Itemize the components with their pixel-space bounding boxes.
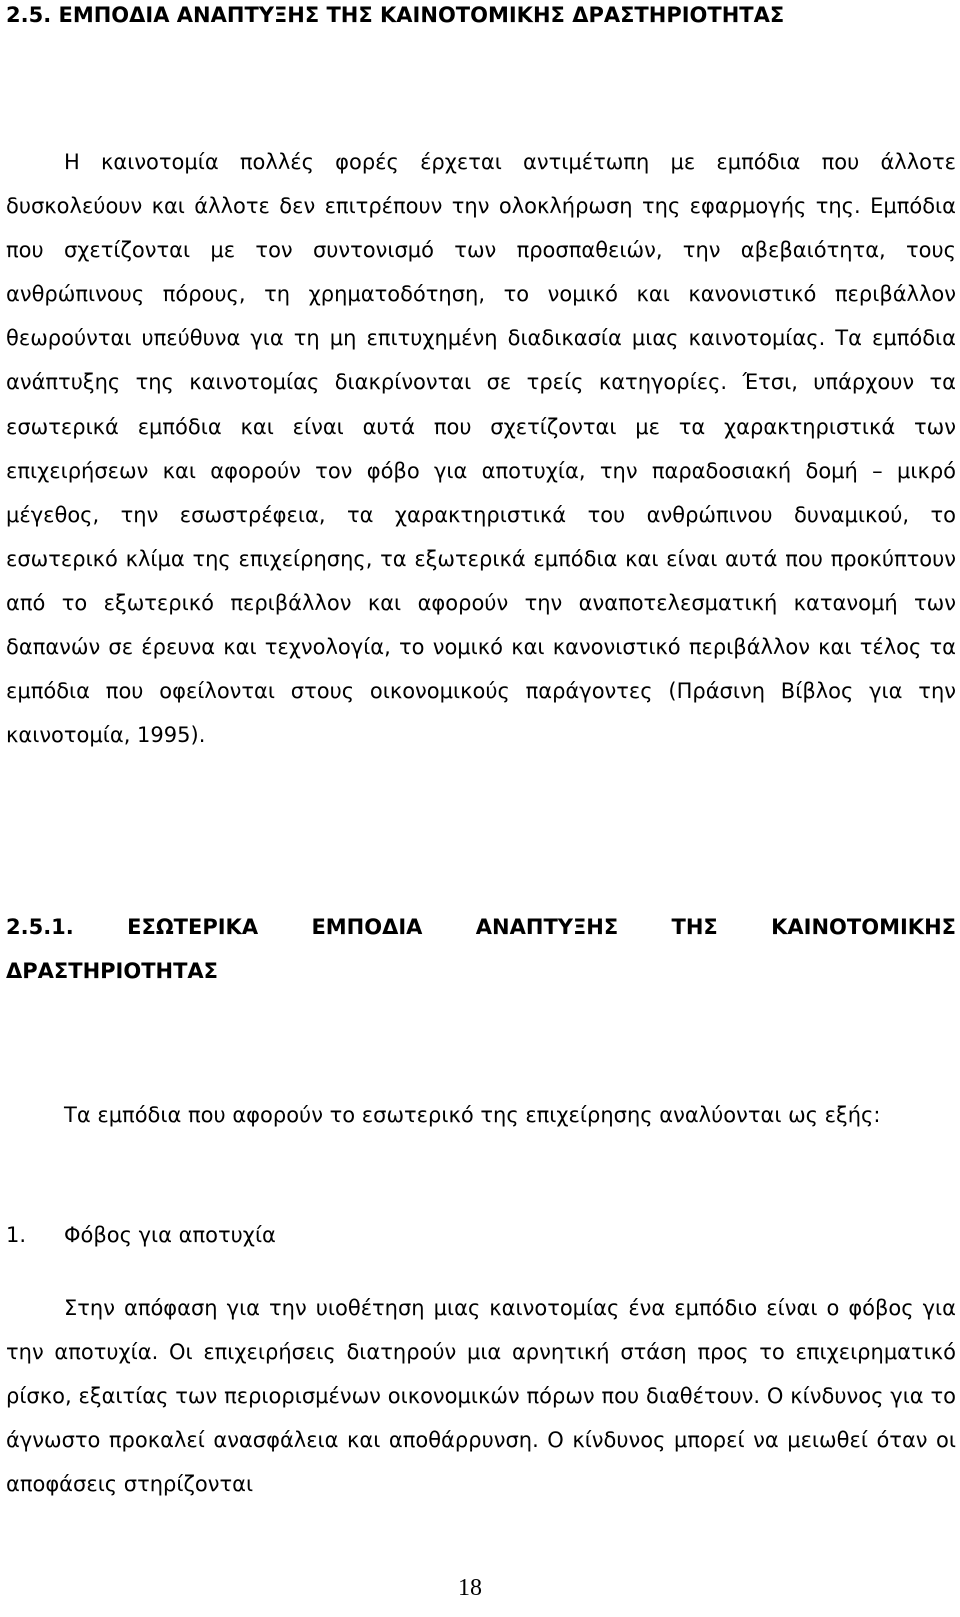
section-paragraph: Η καινοτομία πολλές φορές έρχεται αντιμέτωπη με εμπόδια που άλλοτε δυσκολεύουν και άλλοτε δεν επιτρέπουν την ολοκλήρωση της εφαρμογής της. Εμπόδια που σχετίζονται με τον συντονισμό των προσπαθειών, την αβεβαιότητα, τους ανθρώπινους πόρους, τη χρηματοδότηση, το νομικό και κανονιστικό περιβάλλον θεωρούνται υπεύθυνα για τη μη επιτυχημένη διαδικασία μιας καινοτομίας. Τα εμπόδια ανάπτυξης της καινοτομίας διακρίνονται σε τρείς κατηγορίες. Έτσι, υπάρχουν τα εσωτερικά εμπόδια και είναι αυτά που σχετίζονται με τα χαρακτηριστικά των επιχειρήσεων και αφορούν τον φόβο για αποτυχία, την παραδοσιακή δομή – μικρό μέγεθος, την εσωστρέφεια, τα χαρακτηριστικά του ανθρώπινου δυναμικού, το εσωτερικό κλίμα της επιχείρησης, τα εξωτερικά εμπόδια και είναι αυτά που προκύπτουν από το εξωτερικό περιβάλλον και αφορούν την αναποτελεσματική κατανομή των δαπανών σε έρευνα και τεχνολογία, το νομικό και κανονιστικό περιβάλλον και τέλος τα εμπόδια που οφείλονται στους οικονομικούς παράγοντες (Πράσινη Βίβλος για την καινοτομία, 1995).: [6, 150, 956, 748]
list-item: [6, 1213, 276, 1257]
subsection-heading: 2.5.1. ΕΣΩΤΕΡΙΚΑ ΕΜΠΟΔΙΑ ΑΝΑΠΤΥΞΗΣ ΤΗΣ ΚΑΙΝΟΤΟΜΙΚΗΣ ΔΡΑΣΤΗΡΙΟΤΗΤΑΣ: [6, 915, 956, 983]
list-item-number: 1.: [6, 1223, 27, 1247]
list-item-label: Φόβος για αποτυχία: [64, 1223, 276, 1247]
subsection-paragraph: Στην απόφαση για την υιοθέτηση μιας καινοτομίας ένα εμπόδιο είναι ο φόβος για την αποτυχία. Οι επιχειρήσεις διατηρούν μια αρνητική στάση προς το επιχειρηματικό ρίσκο, εξαιτίας των περιορισμένων οικονομικών πόρων που διαθέτουν. Ο κίνδυνος για το άγνωστο προκαλεί ανασφάλεια και αποθάρρυνση. Ο κίνδυνος μπορεί να μειωθεί όταν οι αποφάσεις στηρίζονται: [6, 1296, 956, 1497]
page-number: 18: [458, 1575, 482, 1601]
subsection-intro: Τα εμπόδια που αφορούν το εσωτερικό της επιχείρησης αναλύονται ως εξής:: [64, 1103, 881, 1127]
section-heading: 2.5. ΕΜΠΟΔΙΑ ΑΝΑΠΤΥΞΗΣ ΤΗΣ ΚΑΙΝΟΤΟΜΙΚΗΣ ΔΡΑΣΤΗΡΙΟΤΗΤΑΣ: [6, 3, 785, 27]
